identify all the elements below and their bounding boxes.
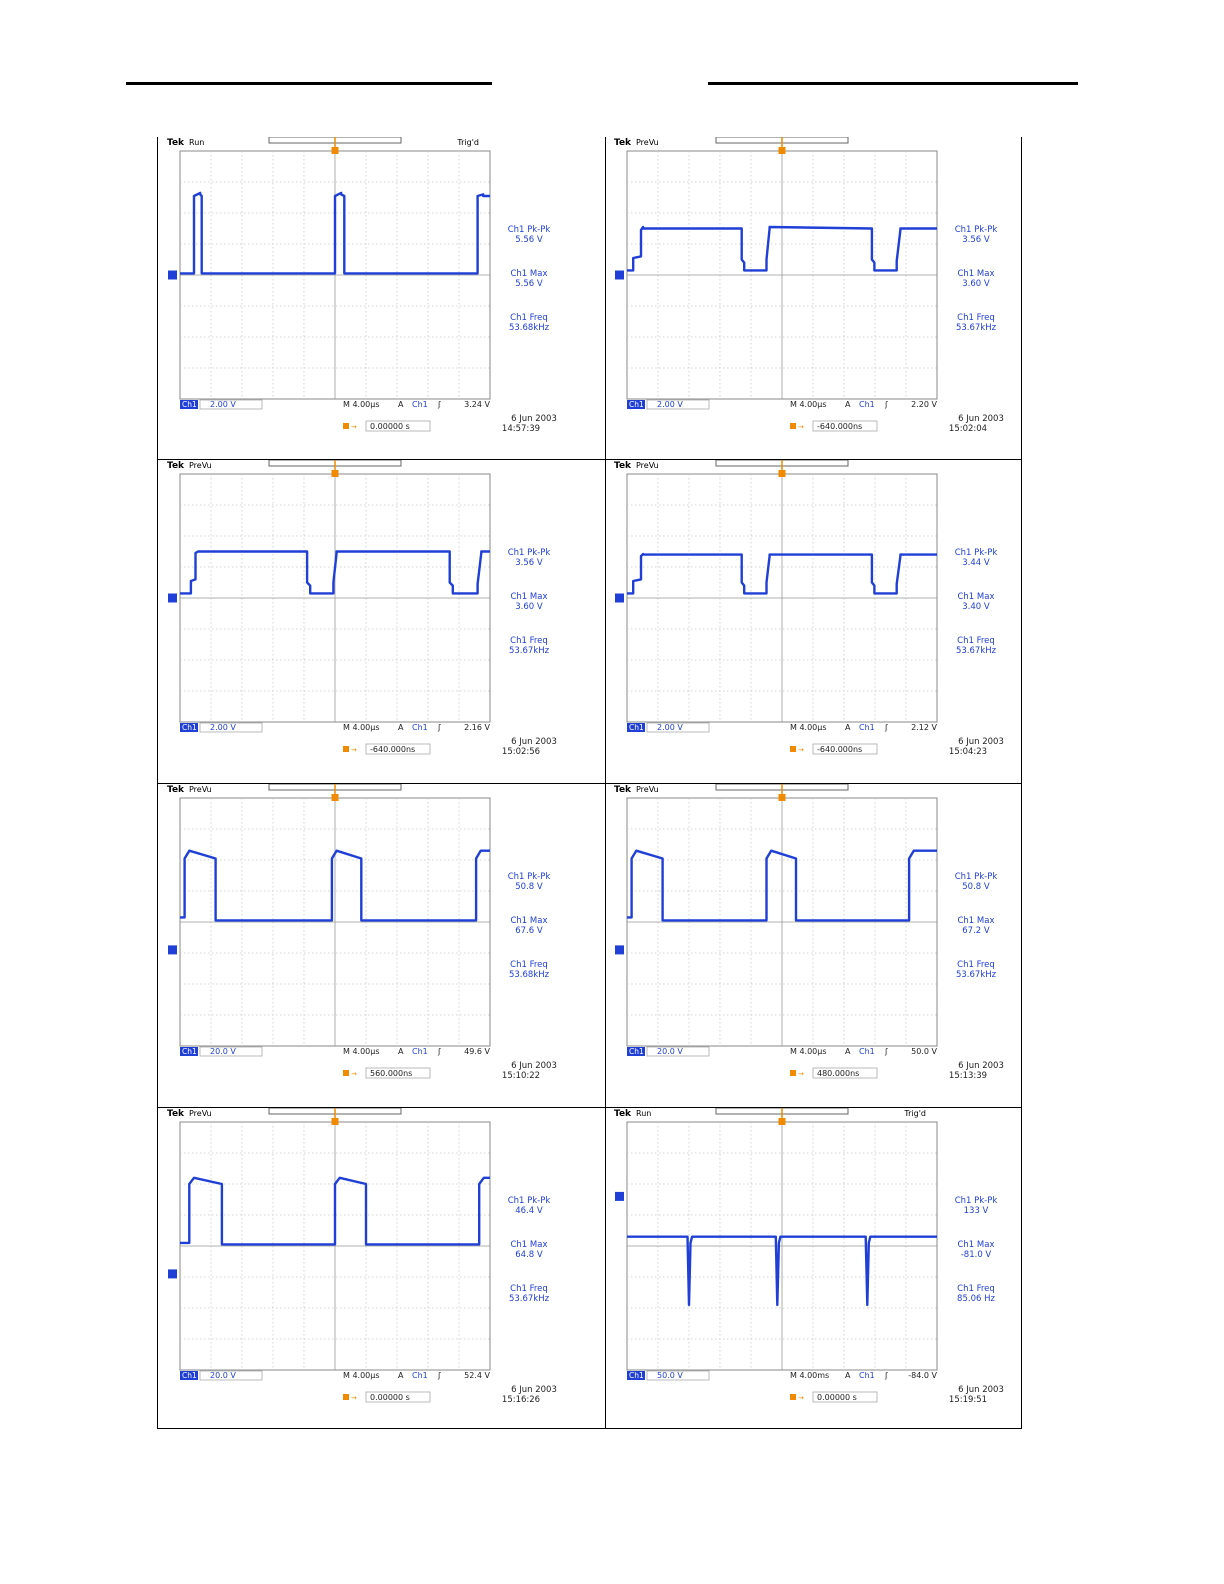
capture-time: 15:13:39 — [948, 1071, 988, 1081]
acquisition-status: PreVu — [189, 461, 212, 470]
measurement-value: 50.8 V — [962, 882, 990, 892]
tek-logo: Tek — [614, 1109, 632, 1119]
acquisition-status: PreVu — [636, 785, 659, 794]
measurement-value: 53.67kHz — [955, 970, 997, 980]
vertical-scale: 20.0 V — [210, 1047, 236, 1056]
measurement-value: 64.8 V — [515, 1250, 543, 1260]
acquisition-status: PreVu — [189, 1109, 212, 1118]
capture-date: 6 Jun 2003 — [958, 414, 1004, 424]
measurement-value: 3.56 V — [962, 235, 990, 245]
acq-marker: A — [845, 1371, 851, 1380]
scope-panel — [606, 1108, 1052, 1430]
trigger-offset-icon — [790, 1394, 796, 1400]
measurement-value: 3.56 V — [515, 558, 543, 568]
capture-date: 6 Jun 2003 — [511, 414, 557, 424]
header-rule-left — [126, 82, 492, 85]
ground-marker — [168, 945, 177, 954]
arrow-icon: → — [351, 746, 357, 754]
time-scale: M 4.00µs — [790, 723, 827, 732]
trigger-offset-icon — [343, 423, 349, 429]
capture-time: 15:02:56 — [501, 747, 541, 757]
measurement-label: Ch1 Pk-Pk — [954, 872, 998, 882]
scope-screen — [606, 1108, 1052, 1430]
measurement-label: Ch1 Pk-Pk — [954, 1196, 998, 1206]
trigger-offset-icon — [343, 746, 349, 752]
scope-screen — [606, 784, 1052, 1106]
acq-marker: A — [398, 1371, 404, 1380]
trigger-source: Ch1 — [859, 400, 875, 409]
measurement-value: 53.67kHz — [508, 1294, 550, 1304]
scope-screen — [159, 784, 605, 1106]
trigger-level: 2.12 V — [911, 723, 937, 732]
scope-screen — [159, 460, 605, 782]
trigger-position: -640.000ns — [817, 422, 863, 431]
measurement-value: 53.67kHz — [955, 323, 997, 333]
capture-time: 15:19:51 — [948, 1395, 988, 1405]
time-scale: M 4.00µs — [343, 1371, 380, 1380]
rising-edge-icon: ʃ — [885, 1047, 888, 1056]
acquisition-status: Run — [636, 1109, 652, 1118]
ground-marker — [615, 271, 624, 280]
time-scale: M 4.00µs — [790, 1047, 827, 1056]
measurement-label: Ch1 Freq — [510, 960, 548, 970]
trigger-offset-icon — [790, 1070, 796, 1076]
measurement-label: Ch1 Pk-Pk — [507, 1196, 551, 1206]
ground-marker — [168, 1269, 177, 1278]
vertical-scale: 2.00 V — [657, 400, 683, 409]
trigger-level: 2.16 V — [464, 723, 490, 732]
rising-edge-icon: ʃ — [885, 400, 888, 409]
trigger-position-marker — [332, 147, 339, 154]
acquisition-status: PreVu — [636, 461, 659, 470]
trigger-position: 480.000ns — [817, 1069, 860, 1078]
measurement-label: Ch1 Max — [957, 1240, 995, 1250]
arrow-icon: → — [351, 1070, 357, 1078]
trigger-status: Trig'd — [904, 1109, 926, 1118]
scope-panel — [159, 137, 605, 459]
vertical-scale: 20.0 V — [210, 1371, 236, 1380]
measurement-label: Ch1 Max — [957, 592, 995, 602]
time-scale: M 4.00ms — [790, 1371, 830, 1380]
scope-panel — [159, 1108, 605, 1430]
trigger-position-marker — [779, 794, 786, 801]
trigger-source: Ch1 — [412, 400, 428, 409]
measurement-label: Ch1 Pk-Pk — [507, 872, 551, 882]
ground-marker — [168, 594, 177, 603]
capture-date: 6 Jun 2003 — [958, 737, 1004, 747]
trigger-level: 3.24 V — [464, 400, 490, 409]
trigger-position: 0.00000 s — [817, 1393, 857, 1402]
trigger-position-marker — [332, 470, 339, 477]
measurement-value: 67.2 V — [962, 926, 990, 936]
channel-badge-label: Ch1 — [182, 1047, 197, 1056]
measurement-label: Ch1 Freq — [957, 636, 995, 646]
scope-panel — [159, 460, 605, 782]
acq-marker: A — [845, 400, 851, 409]
measurement-value: 3.40 V — [962, 602, 990, 612]
time-scale: M 4.00µs — [343, 723, 380, 732]
measurement-value: 53.67kHz — [508, 646, 550, 656]
measurement-label: Ch1 Freq — [510, 636, 548, 646]
acq-marker: A — [398, 400, 404, 409]
measurement-value: 5.56 V — [515, 235, 543, 245]
scope-panel — [606, 460, 1052, 782]
capture-time: 14:57:39 — [501, 424, 541, 434]
rising-edge-icon: ʃ — [885, 1371, 888, 1380]
scope-screen — [606, 460, 1052, 782]
header-rule-right — [708, 82, 1078, 85]
scope-panel — [159, 784, 605, 1106]
measurement-value: 133 V — [963, 1206, 989, 1216]
ground-marker — [615, 594, 624, 603]
channel-badge-label: Ch1 — [629, 1371, 644, 1380]
measurement-label: Ch1 Max — [510, 592, 548, 602]
tek-logo: Tek — [167, 461, 185, 471]
rising-edge-icon: ʃ — [885, 723, 888, 732]
trigger-position-marker — [779, 470, 786, 477]
trigger-position-marker — [779, 147, 786, 154]
measurement-value: 53.68kHz — [508, 323, 550, 333]
measurement-value: -81.0 V — [960, 1250, 992, 1260]
vertical-scale: 2.00 V — [657, 723, 683, 732]
channel-badge-label: Ch1 — [182, 400, 197, 409]
arrow-icon: → — [798, 746, 804, 754]
trigger-position-marker — [332, 1118, 339, 1125]
arrow-icon: → — [351, 423, 357, 431]
capture-time: 15:16:26 — [501, 1395, 541, 1405]
acq-marker: A — [398, 723, 404, 732]
measurement-value: 46.4 V — [515, 1206, 543, 1216]
rising-edge-icon: ʃ — [438, 1371, 441, 1380]
measurement-label: Ch1 Freq — [510, 313, 548, 323]
acq-marker: A — [845, 1047, 851, 1056]
measurement-label: Ch1 Pk-Pk — [507, 225, 551, 235]
arrow-icon: → — [798, 1394, 804, 1402]
trigger-source: Ch1 — [859, 1047, 875, 1056]
measurement-value: 53.68kHz — [508, 970, 550, 980]
scope-screen — [159, 1108, 605, 1430]
time-scale: M 4.00µs — [343, 1047, 380, 1056]
trigger-position-marker — [332, 794, 339, 801]
trigger-position: 0.00000 s — [370, 422, 410, 431]
trigger-status: Trig'd — [457, 138, 479, 147]
capture-date: 6 Jun 2003 — [958, 1061, 1004, 1071]
tek-logo: Tek — [167, 785, 185, 795]
acq-marker: A — [398, 1047, 404, 1056]
vertical-scale: 2.00 V — [210, 400, 236, 409]
tek-logo: Tek — [614, 785, 632, 795]
trigger-level: 49.6 V — [464, 1047, 490, 1056]
trigger-source: Ch1 — [859, 723, 875, 732]
trigger-offset-icon — [790, 746, 796, 752]
acquisition-status: PreVu — [189, 785, 212, 794]
arrow-icon: → — [798, 423, 804, 431]
measurement-value: 3.60 V — [515, 602, 543, 612]
time-scale: M 4.00µs — [790, 400, 827, 409]
scope-panel — [606, 784, 1052, 1106]
trigger-position: -640.000ns — [817, 745, 863, 754]
measurement-value: 67.6 V — [515, 926, 543, 936]
trigger-offset-icon — [343, 1070, 349, 1076]
trigger-position: -640.000ns — [370, 745, 416, 754]
measurement-value: 50.8 V — [515, 882, 543, 892]
measurement-value: 3.44 V — [962, 558, 990, 568]
acq-marker: A — [845, 723, 851, 732]
tek-logo: Tek — [614, 138, 632, 148]
channel-badge-label: Ch1 — [182, 723, 197, 732]
arrow-icon: → — [798, 1070, 804, 1078]
vertical-scale: 2.00 V — [210, 723, 236, 732]
channel-badge-label: Ch1 — [629, 723, 644, 732]
trigger-offset-icon — [790, 423, 796, 429]
tek-logo: Tek — [167, 1109, 185, 1119]
trigger-level: 50.0 V — [911, 1047, 937, 1056]
scope-screen — [606, 137, 1052, 459]
measurement-value: 5.56 V — [515, 279, 543, 289]
rising-edge-icon: ʃ — [438, 1047, 441, 1056]
capture-date: 6 Jun 2003 — [511, 737, 557, 747]
capture-date: 6 Jun 2003 — [958, 1385, 1004, 1395]
acquisition-status: Run — [189, 138, 205, 147]
acquisition-status: PreVu — [636, 138, 659, 147]
vertical-scale: 20.0 V — [657, 1047, 683, 1056]
trigger-source: Ch1 — [412, 723, 428, 732]
measurement-label: Ch1 Freq — [957, 960, 995, 970]
scope-screen — [159, 137, 605, 459]
measurement-value: 85.06 Hz — [957, 1294, 995, 1304]
measurement-label: Ch1 Freq — [957, 1284, 995, 1294]
channel-badge-label: Ch1 — [182, 1371, 197, 1380]
measurement-label: Ch1 Max — [510, 269, 548, 279]
measurement-label: Ch1 Freq — [510, 1284, 548, 1294]
measurement-label: Ch1 Max — [510, 916, 548, 926]
trigger-level: -84.0 V — [908, 1371, 937, 1380]
rising-edge-icon: ʃ — [438, 723, 441, 732]
trigger-position: 0.00000 s — [370, 1393, 410, 1402]
measurement-label: Ch1 Pk-Pk — [507, 548, 551, 558]
rising-edge-icon: ʃ — [438, 400, 441, 409]
measurement-label: Ch1 Max — [510, 1240, 548, 1250]
tek-logo: Tek — [614, 461, 632, 471]
vertical-scale: 50.0 V — [657, 1371, 683, 1380]
ground-marker — [615, 945, 624, 954]
time-scale: M 4.00µs — [343, 400, 380, 409]
measurement-label: Ch1 Pk-Pk — [954, 225, 998, 235]
channel-badge-label: Ch1 — [629, 400, 644, 409]
capture-time: 15:02:04 — [948, 424, 988, 434]
measurement-value: 53.67kHz — [955, 646, 997, 656]
trigger-source: Ch1 — [412, 1371, 428, 1380]
trigger-position-marker — [779, 1118, 786, 1125]
tek-logo: Tek — [167, 138, 185, 148]
trigger-source: Ch1 — [412, 1047, 428, 1056]
measurement-label: Ch1 Max — [957, 916, 995, 926]
trigger-offset-icon — [343, 1394, 349, 1400]
arrow-icon: → — [351, 1394, 357, 1402]
measurement-value: 3.60 V — [962, 279, 990, 289]
measurement-label: Ch1 Max — [957, 269, 995, 279]
trigger-level: 2.20 V — [911, 400, 937, 409]
trigger-source: Ch1 — [859, 1371, 875, 1380]
channel-badge-label: Ch1 — [629, 1047, 644, 1056]
capture-date: 6 Jun 2003 — [511, 1061, 557, 1071]
capture-time: 15:10:22 — [501, 1071, 541, 1081]
ground-marker — [615, 1192, 624, 1201]
measurement-label: Ch1 Pk-Pk — [954, 548, 998, 558]
capture-date: 6 Jun 2003 — [511, 1385, 557, 1395]
capture-time: 15:04:23 — [948, 747, 988, 757]
ground-marker — [168, 271, 177, 280]
trigger-position: 560.000ns — [370, 1069, 413, 1078]
scope-panel — [606, 137, 1052, 459]
trigger-level: 52.4 V — [464, 1371, 490, 1380]
measurement-label: Ch1 Freq — [957, 313, 995, 323]
